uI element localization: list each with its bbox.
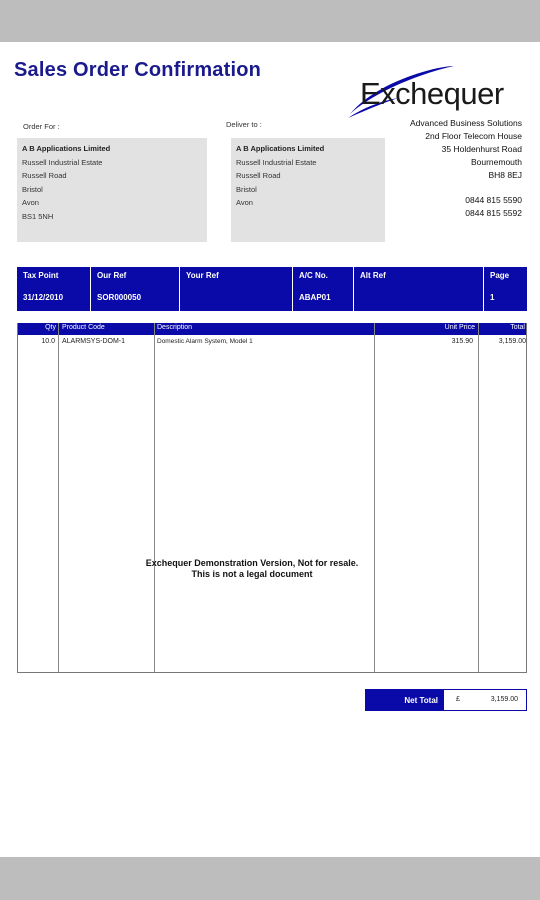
demo-watermark xyxy=(137,558,367,580)
qty-header: Qty xyxy=(45,324,56,331)
alt-ref-cell xyxy=(354,267,484,311)
net-total-label: Net Total xyxy=(366,690,443,710)
unit-price-column xyxy=(375,323,479,672)
total-column xyxy=(479,323,527,672)
company-phone: 0844 815 5590 xyxy=(465,195,522,205)
description-column xyxy=(155,323,375,672)
product-code-cell: ALARMSYS-DOM-1 xyxy=(62,338,126,345)
ac-no-label: A/C No. xyxy=(299,271,328,280)
tax-point-label: Tax Point xyxy=(23,271,59,280)
company-line: 2nd Floor Telecom House xyxy=(425,131,522,141)
company-line: BH8 8EJ xyxy=(488,170,522,180)
company-line: Advanced Business Solutions xyxy=(410,118,522,128)
order-for-line: BS1 5NH xyxy=(22,211,54,221)
your-ref-label: Your Ref xyxy=(186,271,219,280)
company-phone: 0844 815 5592 xyxy=(465,208,522,218)
our-ref-value: SOR000050 xyxy=(97,293,142,302)
order-for-line: A B Applications Limited xyxy=(22,144,111,153)
order-for-line: Russell Industrial Estate xyxy=(22,157,103,167)
unit-price-cell: 315.90 xyxy=(451,338,473,345)
order-for-line: Bristol xyxy=(22,184,43,194)
logo-text: Exchequer xyxy=(360,76,504,111)
demo-watermark-line: This is not a legal document xyxy=(191,569,313,579)
our-ref-cell xyxy=(91,267,180,311)
line-items-table xyxy=(17,323,527,673)
order-for-line: Russell Road xyxy=(22,171,67,180)
deliver-to-line: Bristol xyxy=(236,184,257,194)
company-line: 35 Holdenhurst Road xyxy=(441,144,522,154)
order-for-address xyxy=(17,138,207,242)
deliver-to-line: Avon xyxy=(236,198,253,207)
net-total-box xyxy=(365,689,527,711)
deliver-to-line: A B Applications Limited xyxy=(236,144,325,153)
tax-point-value: 31/12/2010 xyxy=(23,293,64,302)
deliver-to-label: Deliver to : xyxy=(226,120,262,129)
our-ref-label: Our Ref xyxy=(97,271,127,280)
unit-price-header: Unit Price xyxy=(444,324,475,331)
order-info-bar xyxy=(17,267,527,311)
qty-cell: 10.0 xyxy=(41,338,55,345)
company-line: Bournemouth xyxy=(470,157,522,167)
demo-watermark-line: Exchequer Demonstration Version, Not for resale. xyxy=(145,558,359,568)
currency-symbol: £ xyxy=(456,696,460,703)
document-title: Sales Order Confirmation xyxy=(14,59,262,81)
product-code-header: Product Code xyxy=(62,324,105,331)
ac-no-cell xyxy=(293,267,354,311)
tax-point-cell xyxy=(17,267,91,311)
page-value: 1 xyxy=(490,293,495,302)
page-label: Page xyxy=(490,271,510,280)
deliver-to-line: Russell Road xyxy=(236,171,281,180)
product-code-column xyxy=(59,323,155,672)
company-address xyxy=(410,117,522,220)
deliver-to-address xyxy=(231,138,385,242)
total-header: Total xyxy=(510,324,525,331)
net-total-value: 3,159.00 xyxy=(490,696,518,703)
deliver-to-line: Russell Industrial Estate xyxy=(236,157,317,167)
your-ref-cell xyxy=(180,267,293,311)
total-cell: 3,159.00 xyxy=(498,338,526,345)
order-for-line: Avon xyxy=(22,198,39,207)
alt-ref-label: Alt Ref xyxy=(360,271,386,280)
order-for-label: Order For : xyxy=(23,122,60,131)
description-cell: Domestic Alarm System, Model 1 xyxy=(157,338,253,345)
qty-column xyxy=(18,323,59,672)
description-header: Description xyxy=(157,324,193,331)
page-cell xyxy=(484,267,527,311)
ac-no-value: ABAP01 xyxy=(299,293,331,302)
